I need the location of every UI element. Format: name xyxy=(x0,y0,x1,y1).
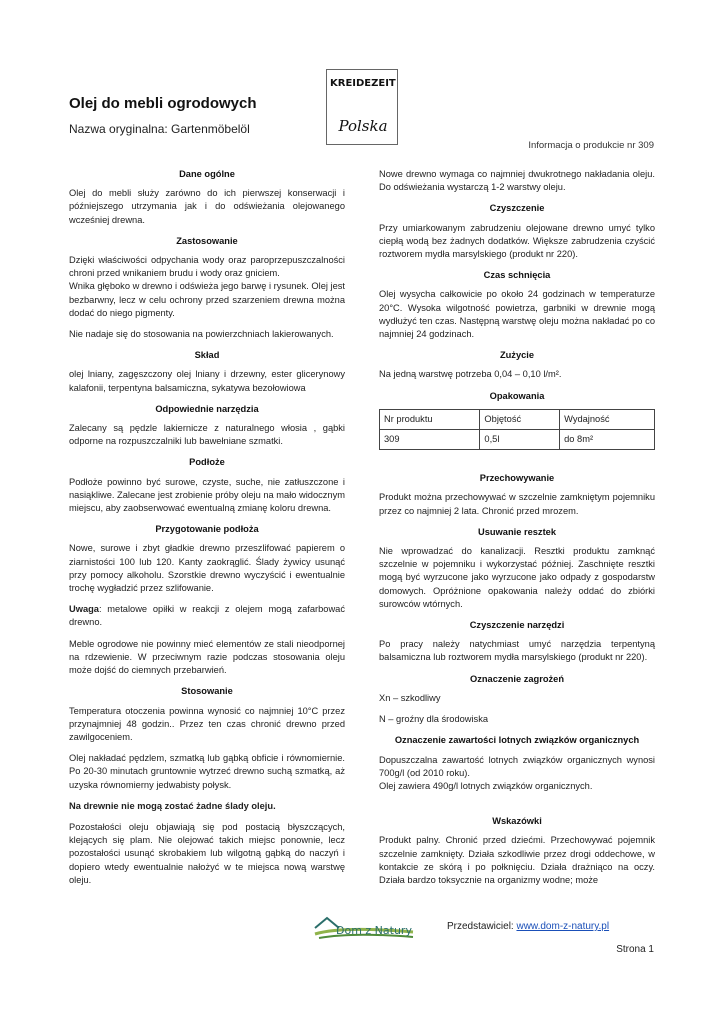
uwaga-label: Uwaga xyxy=(69,604,99,615)
left-column xyxy=(69,168,345,895)
paragraph: Produkt można przechowywać w szczelnie zamkniętym pojemniku przez co najmniej 2 lata. Chronić przed mrozem. xyxy=(379,492,655,516)
paragraph: Temperatura otoczenia powinna wynosić co najmniej 10°C przez przynajmniej 48 godzin.. Przez ten czas chronić drewno przed zawilgoceniem. xyxy=(69,705,345,742)
right-column xyxy=(379,168,655,895)
paragraph: Podłoże powinno być surowe, czyste, suche, nie zatłuszczone i nasiąkliwe. Zalecane jest zrobienie próby oleju na mało widocznym miejscu, aby zaobserwować ewentualną zmianę koloru drewna. xyxy=(69,476,345,514)
page-number: Strona 1 xyxy=(616,944,654,955)
representative-link[interactable]: www.dom-z-natury.pl xyxy=(516,921,610,932)
logo-wordmark: KREIDEZEIT xyxy=(330,78,396,89)
paragraph: Olej wysycha całkowicie po około 24 godzinach w temperaturze 20°C. Wysoka wilgotność powietrza, garbniki w drewnie mogą wydłużyć ten czas. Następną warstwę oleju można nakładać po co najmniej 24 godzinach. xyxy=(379,289,655,340)
paragraph-uwaga xyxy=(69,603,345,629)
section-heading: Skład xyxy=(194,350,220,361)
section-heading: Opakowania xyxy=(489,390,545,401)
table-header-cell: Nr produktu xyxy=(380,409,480,429)
table-row xyxy=(380,430,655,450)
section-heading: Zużycie xyxy=(499,350,535,361)
paragraph: Przy umiarkowanym zabrudzeniu olejowane drewno umyć tylko ciepłą wodą bez żadnych dodatków. Większe zabrudzenia czyścić roztworem mydła marsylskiego (produkt nr 220). xyxy=(379,222,655,260)
section-heading: Zastosowanie xyxy=(176,235,238,246)
section-heading: Czas schnięcia xyxy=(483,270,551,281)
paragraph: Dzięki właściwości odpychania wody oraz paroprzepuszczalności chroni przed wnikaniem brudu i wody oraz gniciem. xyxy=(69,255,345,279)
table-cell: do 8m² xyxy=(560,430,655,450)
paragraph: Na jedną warstwę potrzeba 0,04 – 0,10 l/m². xyxy=(379,369,562,380)
section-heading: Czyszczenie xyxy=(489,203,545,214)
document-title: Olej do mebli ogrodowych xyxy=(69,95,257,112)
paragraph: Pozostałości oleju objawiają się pod postacią błyszczących, klejących się plam. Nie olejować takich miejsc ponownie, lecz pozostałości usunąć skrobakiem lub wilgotną gąbką do naczyń i dopiero wtedy ewentualnie nałożyć w te miejsca nową warstwę oleju. xyxy=(69,821,345,885)
section-heading: Przechowywanie xyxy=(479,473,555,484)
table-header-cell: Objętość xyxy=(480,409,560,429)
section-heading: Wskazówki xyxy=(492,816,542,827)
paragraph: Olej do mebli służy zarówno do ich pierwszej konserwacji i późniejszego utrzymania jak i do odświeżania olejowanego wcześniej drewna. xyxy=(69,188,345,225)
paragraph: Xn – szkodliwy xyxy=(379,692,441,703)
section-heading: Odpowiednie narzędzia xyxy=(155,403,259,414)
bold-warning: Na drewnie nie mogą zostać żadne ślady oleju. xyxy=(69,800,276,811)
section-heading: Dane ogólne xyxy=(179,169,235,179)
representative-line xyxy=(447,921,609,932)
table-cell: 0,5l xyxy=(480,430,560,450)
paragraph: Produkt palny. Chronić przed dziećmi. Przechowywać pojemnik szczelnie zamknięty. Działa szkodliwie przez drogi oddechowe, w kontakcie ze skórą i po połknięciu. Działa drażniąco na oczy. Działa bardzo toksycznie na organizmy wodne; może xyxy=(379,835,655,885)
table-cell: 309 xyxy=(380,430,480,450)
section-heading: Stosowanie xyxy=(181,686,233,697)
table-header-cell: Wydajność xyxy=(560,409,655,429)
paragraph: Zalecany są pędzle lakiernicze z naturalnego włosia , gąbki odporne na rozpuszczalniki lub bawełniane szmatki. xyxy=(69,423,345,447)
paragraph: N – groźny dla środowiska xyxy=(379,714,489,725)
paragraph: Nie nadaje się do stosowania na powierzchniach lakierowanych. xyxy=(69,329,334,340)
paragraph: Nowe drewno wymaga co najmniej dwukrotnego nakładania oleju. Do odświeżania wystarczą 1-2 warstwy oleju. xyxy=(379,169,655,193)
document-subtitle: Nazwa oryginalna: Gartenmöbelöl xyxy=(69,122,250,136)
paragraph: Olej zawiera 490g/l lotnych związków organicznych. xyxy=(379,780,593,791)
logo-subtitle: Polska xyxy=(338,117,388,135)
section-heading: Oznaczenie zawartości lotnych związków organicznych xyxy=(394,735,640,746)
paragraph: Nowe, surowe i zbyt gładkie drewno przeszlifować papierem o ziarnistości 100 lub 120. Kanty zaokrąglić. Ślady żywicy usunąć przy pomocy alkoholu. Szorstkie drewno wyczyścić i ewentualnie trochę wygładzić przez szlifowanie. xyxy=(69,543,345,594)
paragraph: Olej nakładać pędzlem, szmatką lub gąbką obficie i równomiernie. Po 20-30 minutach gruntownie wytrzeć drewno suchą szmatką, aż uzyska równomierny jedwabisty połysk. xyxy=(69,753,345,790)
paragraph: Nie wprowadzać do kanalizacji. Resztki produktu zamknąć szczelnie w pojemniku i wykorzystać później. Zaschnięte resztki mogą być wyrzucone jako wyrzucone jako odpady z gospodarstw domowych. Opróżnione opakowania należy oddać do zbiórki surowców wtórnych. xyxy=(379,546,655,609)
uwaga-text: : metalowe opiłki w reakcji z olejem mogą zafarbować drewno. xyxy=(69,604,345,628)
representative-label: Przedstawiciel: xyxy=(447,921,517,932)
table-header-row xyxy=(380,409,655,429)
section-heading: Oznaczenie zagrożeń xyxy=(469,673,565,684)
paragraph: Dopuszczalna zawartość lotnych związków organicznych wynosi 700g/l (od 2010 roku). xyxy=(379,754,655,778)
section-heading: Usuwanie resztek xyxy=(477,526,557,537)
section-heading: Przygotowanie podłoża xyxy=(155,524,259,535)
section-heading: Podłoże xyxy=(189,457,225,468)
paragraph: olej lniany, zagęszczony olej lniany i drzewny, ester glicerynowy kalafonii, terpentyna balsamiczna, sykatywa bezołowiowa xyxy=(69,369,345,393)
section-heading: Czyszczenie narzędzi xyxy=(469,620,565,631)
paragraph: Meble ogrodowe nie powinny mieć elementów ze stali nieodpornej na rdzewienie. W przeciwnym razie podczas stosowania oleju może dojść do ciemnych przebarwień. xyxy=(69,638,345,676)
footer-logo-text: Dom z Natury xyxy=(336,924,412,937)
product-info-number: Informacja o produkcie nr 309 xyxy=(528,140,654,151)
paragraph: Wnika głęboko w drewno i odświeża jego barwę i rysunek. Olej jest bezbarwny, lecz w celu ochrony przed szarzeniem drewna można dodać do niego pigmenty. xyxy=(69,281,345,318)
packaging-table xyxy=(379,409,655,450)
paragraph: Po pracy należy natychmiast umyć narzędzia terpentyną balsamiczna lub roztworem mydła marsylskiego (produkt nr 220). xyxy=(379,639,655,663)
